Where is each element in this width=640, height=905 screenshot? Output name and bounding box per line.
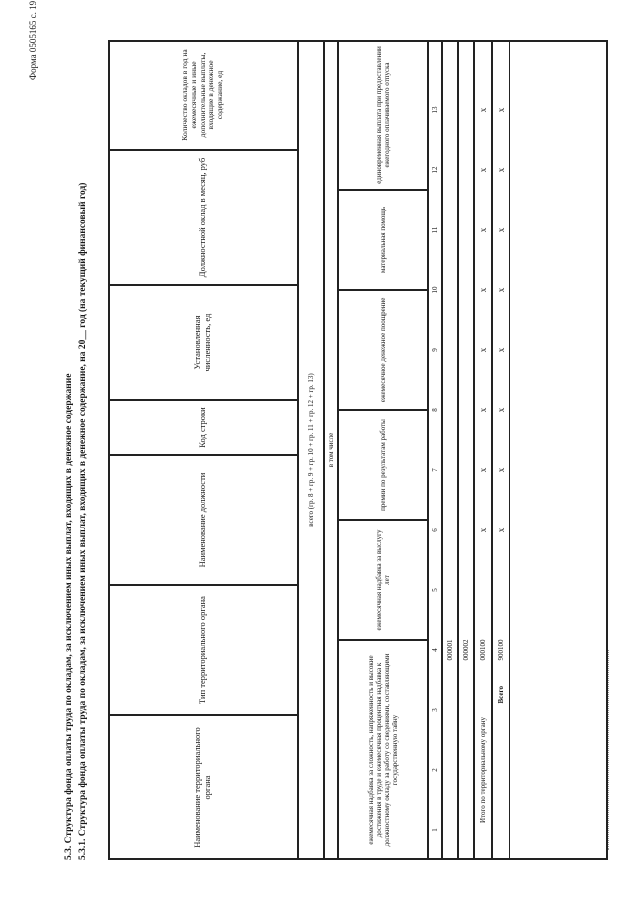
col-number-12: 12 <box>430 166 439 174</box>
header-monthly-incentive: ежемесячное денежное поощрение <box>378 297 387 403</box>
header-seniority-bonus: ежемесячная надбавка за выслугу лет <box>374 529 391 631</box>
x-mark: x <box>495 167 506 173</box>
header-performance-bonus: премии по результатам работы <box>378 419 387 511</box>
x-mark: x <box>477 287 488 293</box>
col-number-1: 1 <box>430 828 439 832</box>
x-mark: x <box>477 347 488 353</box>
header-headcount: Установленная численность, ед <box>192 313 212 372</box>
col-number-7: 7 <box>430 468 439 472</box>
header-position-name: Наименование должности <box>197 472 208 568</box>
table-row <box>442 40 458 860</box>
x-mark: x <box>477 167 488 173</box>
total-territorial-label: Итого по территориальному органу <box>478 717 487 823</box>
rotated-form-page <box>20 0 620 880</box>
row-code: 000001 <box>445 639 454 661</box>
header-territorial-name: Наименование территориального органа <box>192 727 212 848</box>
col-number-8: 8 <box>430 408 439 412</box>
header-monthly-salary: Должностной оклад в месяц, руб <box>197 157 208 278</box>
col-number-10: 10 <box>430 286 439 294</box>
form-number-label: Форма 0505165 с. 19 <box>28 0 38 80</box>
header-complexity-bonus: ежемесячная надбавка за сложность, напряженность и высокие достижения в труде и ежемесячная процентная надбавка к должностному окладу за работу со сведениями, составляющими государственную тайну <box>366 653 400 847</box>
x-mark: x <box>477 527 488 533</box>
header-group-label: Количество окладов в год на ежемесячные и иные дополнительные выплаты, входящие в денежное содержание, ед <box>180 49 224 141</box>
col-number-3: 3 <box>430 708 439 712</box>
section-title: 5.3. Структура фонда оплаты труда по окладам, за исключением иных выплат, входящих в денежное содержание <box>64 373 74 860</box>
col-number-13: 13 <box>430 106 439 114</box>
x-mark: x <box>495 107 506 113</box>
table-row <box>458 40 474 860</box>
x-mark: x <box>495 407 506 413</box>
grand-total-code: 900100 <box>496 639 505 661</box>
header-total-formula: всего (гр. 8 + гр. 9 + гр. 10 + гр. 11 + гр. 12 + гр. 13) <box>306 373 315 527</box>
header-territorial-type: Тип территориального органа <box>197 596 208 704</box>
header-vacation-payment: единовременная выплата при предоставлении ежегодного оплачиваемого отпуска <box>374 46 391 184</box>
total-territorial-code: 000100 <box>478 639 487 661</box>
x-mark: x <box>477 467 488 473</box>
header-in-that: в том числе <box>326 432 335 468</box>
x-mark: x <box>477 107 488 113</box>
x-mark: x <box>477 407 488 413</box>
row-code: 000002 <box>461 639 470 661</box>
footer-dotted-line <box>608 650 609 850</box>
x-mark: x <box>495 527 506 533</box>
x-mark: x <box>495 287 506 293</box>
col-number-5: 5 <box>430 588 439 592</box>
x-mark: x <box>477 227 488 233</box>
col-number-4: 4 <box>430 648 439 652</box>
col-number-9: 9 <box>430 348 439 352</box>
x-mark: x <box>495 227 506 233</box>
col-number-6: 6 <box>430 528 439 532</box>
col-number-2: 2 <box>430 768 439 772</box>
subsection-title: 5.3.1. Структура фонда оплаты труда по окладам, за исключением иных выплат, входящих в денежное содержание, на 20__ год (на текущий финансовый год) <box>78 182 88 860</box>
grand-total-label: Всего <box>496 686 505 704</box>
x-mark: x <box>495 347 506 353</box>
col-number-11: 11 <box>430 226 439 234</box>
header-line-code: Код строки <box>197 407 208 448</box>
salary-structure-table <box>20 20 620 880</box>
header-material-aid: материальная помощь <box>378 206 387 274</box>
x-mark: x <box>495 467 506 473</box>
